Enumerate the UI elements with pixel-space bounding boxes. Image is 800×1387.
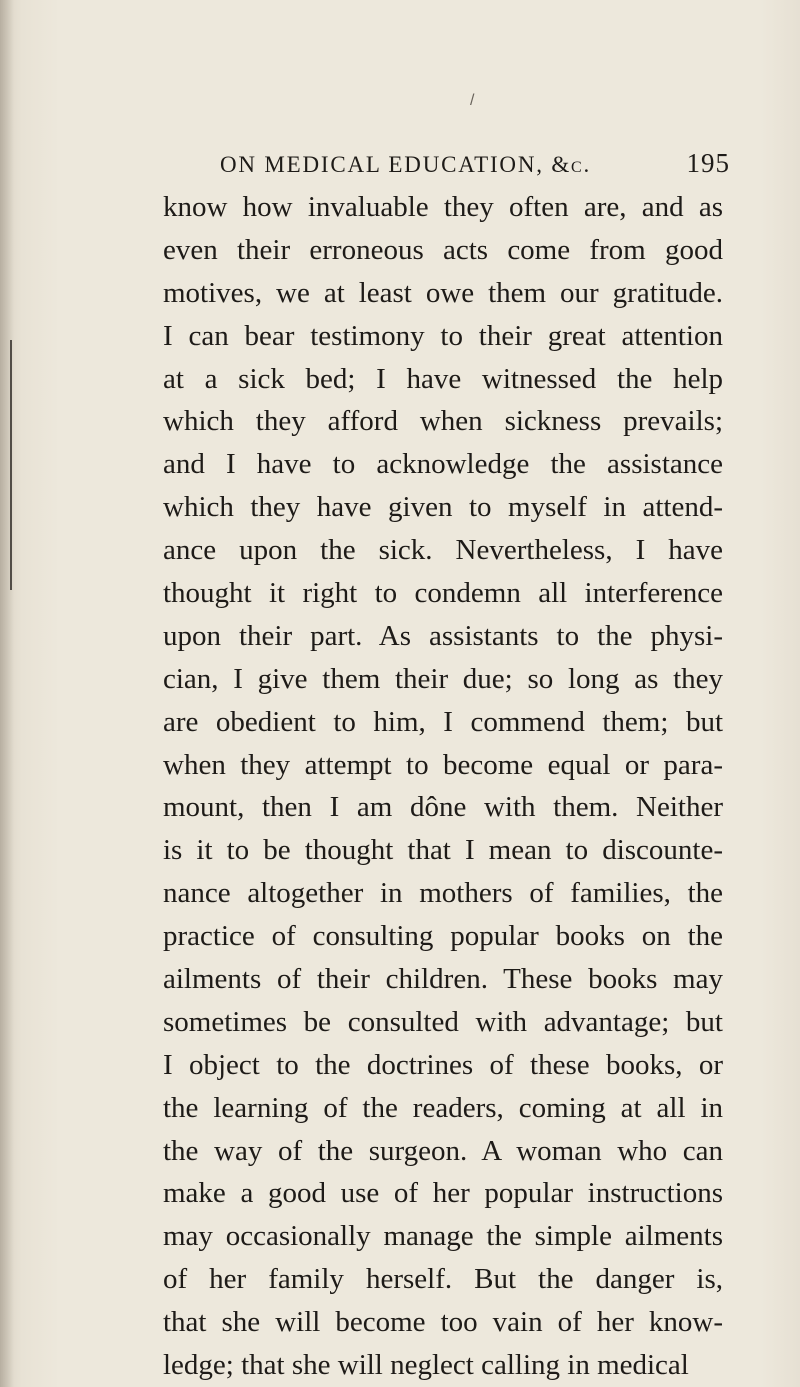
binding-gutter-shadow bbox=[0, 0, 14, 1387]
text-line: when they attempt to become equal or para- bbox=[163, 748, 723, 781]
text-line: ance upon the sick. Nevertheless, I have bbox=[163, 534, 723, 567]
text-line: may occasionally manage the simple ailments bbox=[163, 1220, 723, 1253]
text-line: and I have to acknowledge the assistance bbox=[163, 448, 723, 481]
body-text bbox=[163, 186, 723, 1387]
text-line: at a sick bed; I have witnessed the help bbox=[163, 362, 723, 395]
text-line: which they have given to myself in attend- bbox=[163, 491, 723, 524]
running-head: ON MEDICAL EDUCATION, &c. bbox=[220, 152, 592, 177]
text-line: ailments of their children. These books may bbox=[163, 963, 723, 996]
text-line: mount, then I am dône with them. Neither bbox=[163, 791, 723, 824]
text-line: the way of the surgeon. A woman who can bbox=[163, 1134, 723, 1167]
text-line: I object to the doctrines of these books, or bbox=[163, 1048, 723, 1081]
text-line: that she will become too vain of her know- bbox=[163, 1306, 723, 1339]
text-line: even their erroneous acts come from good bbox=[163, 233, 723, 266]
text-line: upon their part. As assistants to the physi- bbox=[163, 619, 723, 652]
text-line: which they afford when sickness prevails; bbox=[163, 405, 723, 438]
page-header bbox=[220, 148, 730, 188]
text-line: thought it right to condemn all interference bbox=[163, 577, 723, 610]
text-line: is it to be thought that I mean to discounte- bbox=[163, 834, 723, 867]
text-line: ledge; that she will neglect calling in medical bbox=[163, 1349, 689, 1382]
text-line: practice of consulting popular books on the bbox=[163, 920, 723, 953]
text-line: I can bear testimony to their great attention bbox=[163, 319, 723, 352]
text-line: know how invaluable they often are, and as bbox=[163, 191, 723, 223]
text-line: the learning of the readers, coming at all in bbox=[163, 1091, 723, 1124]
text-line: sometimes be consulted with advantage; but bbox=[163, 1005, 723, 1038]
text-line: cian, I give them their due; so long as they bbox=[163, 662, 723, 695]
stray-pen-mark: / bbox=[470, 92, 475, 109]
page-number: 195 bbox=[686, 148, 730, 178]
margin-ink-line bbox=[10, 340, 12, 590]
text-line: of her family herself. But the danger is, bbox=[163, 1263, 723, 1296]
text-line: motives, we at least owe them our gratitude. bbox=[163, 276, 723, 309]
text-line: nance altogether in mothers of families, the bbox=[163, 877, 723, 910]
text-line: are obedient to him, I commend them; but bbox=[163, 705, 723, 738]
text-line: make a good use of her popular instructions bbox=[163, 1177, 723, 1210]
